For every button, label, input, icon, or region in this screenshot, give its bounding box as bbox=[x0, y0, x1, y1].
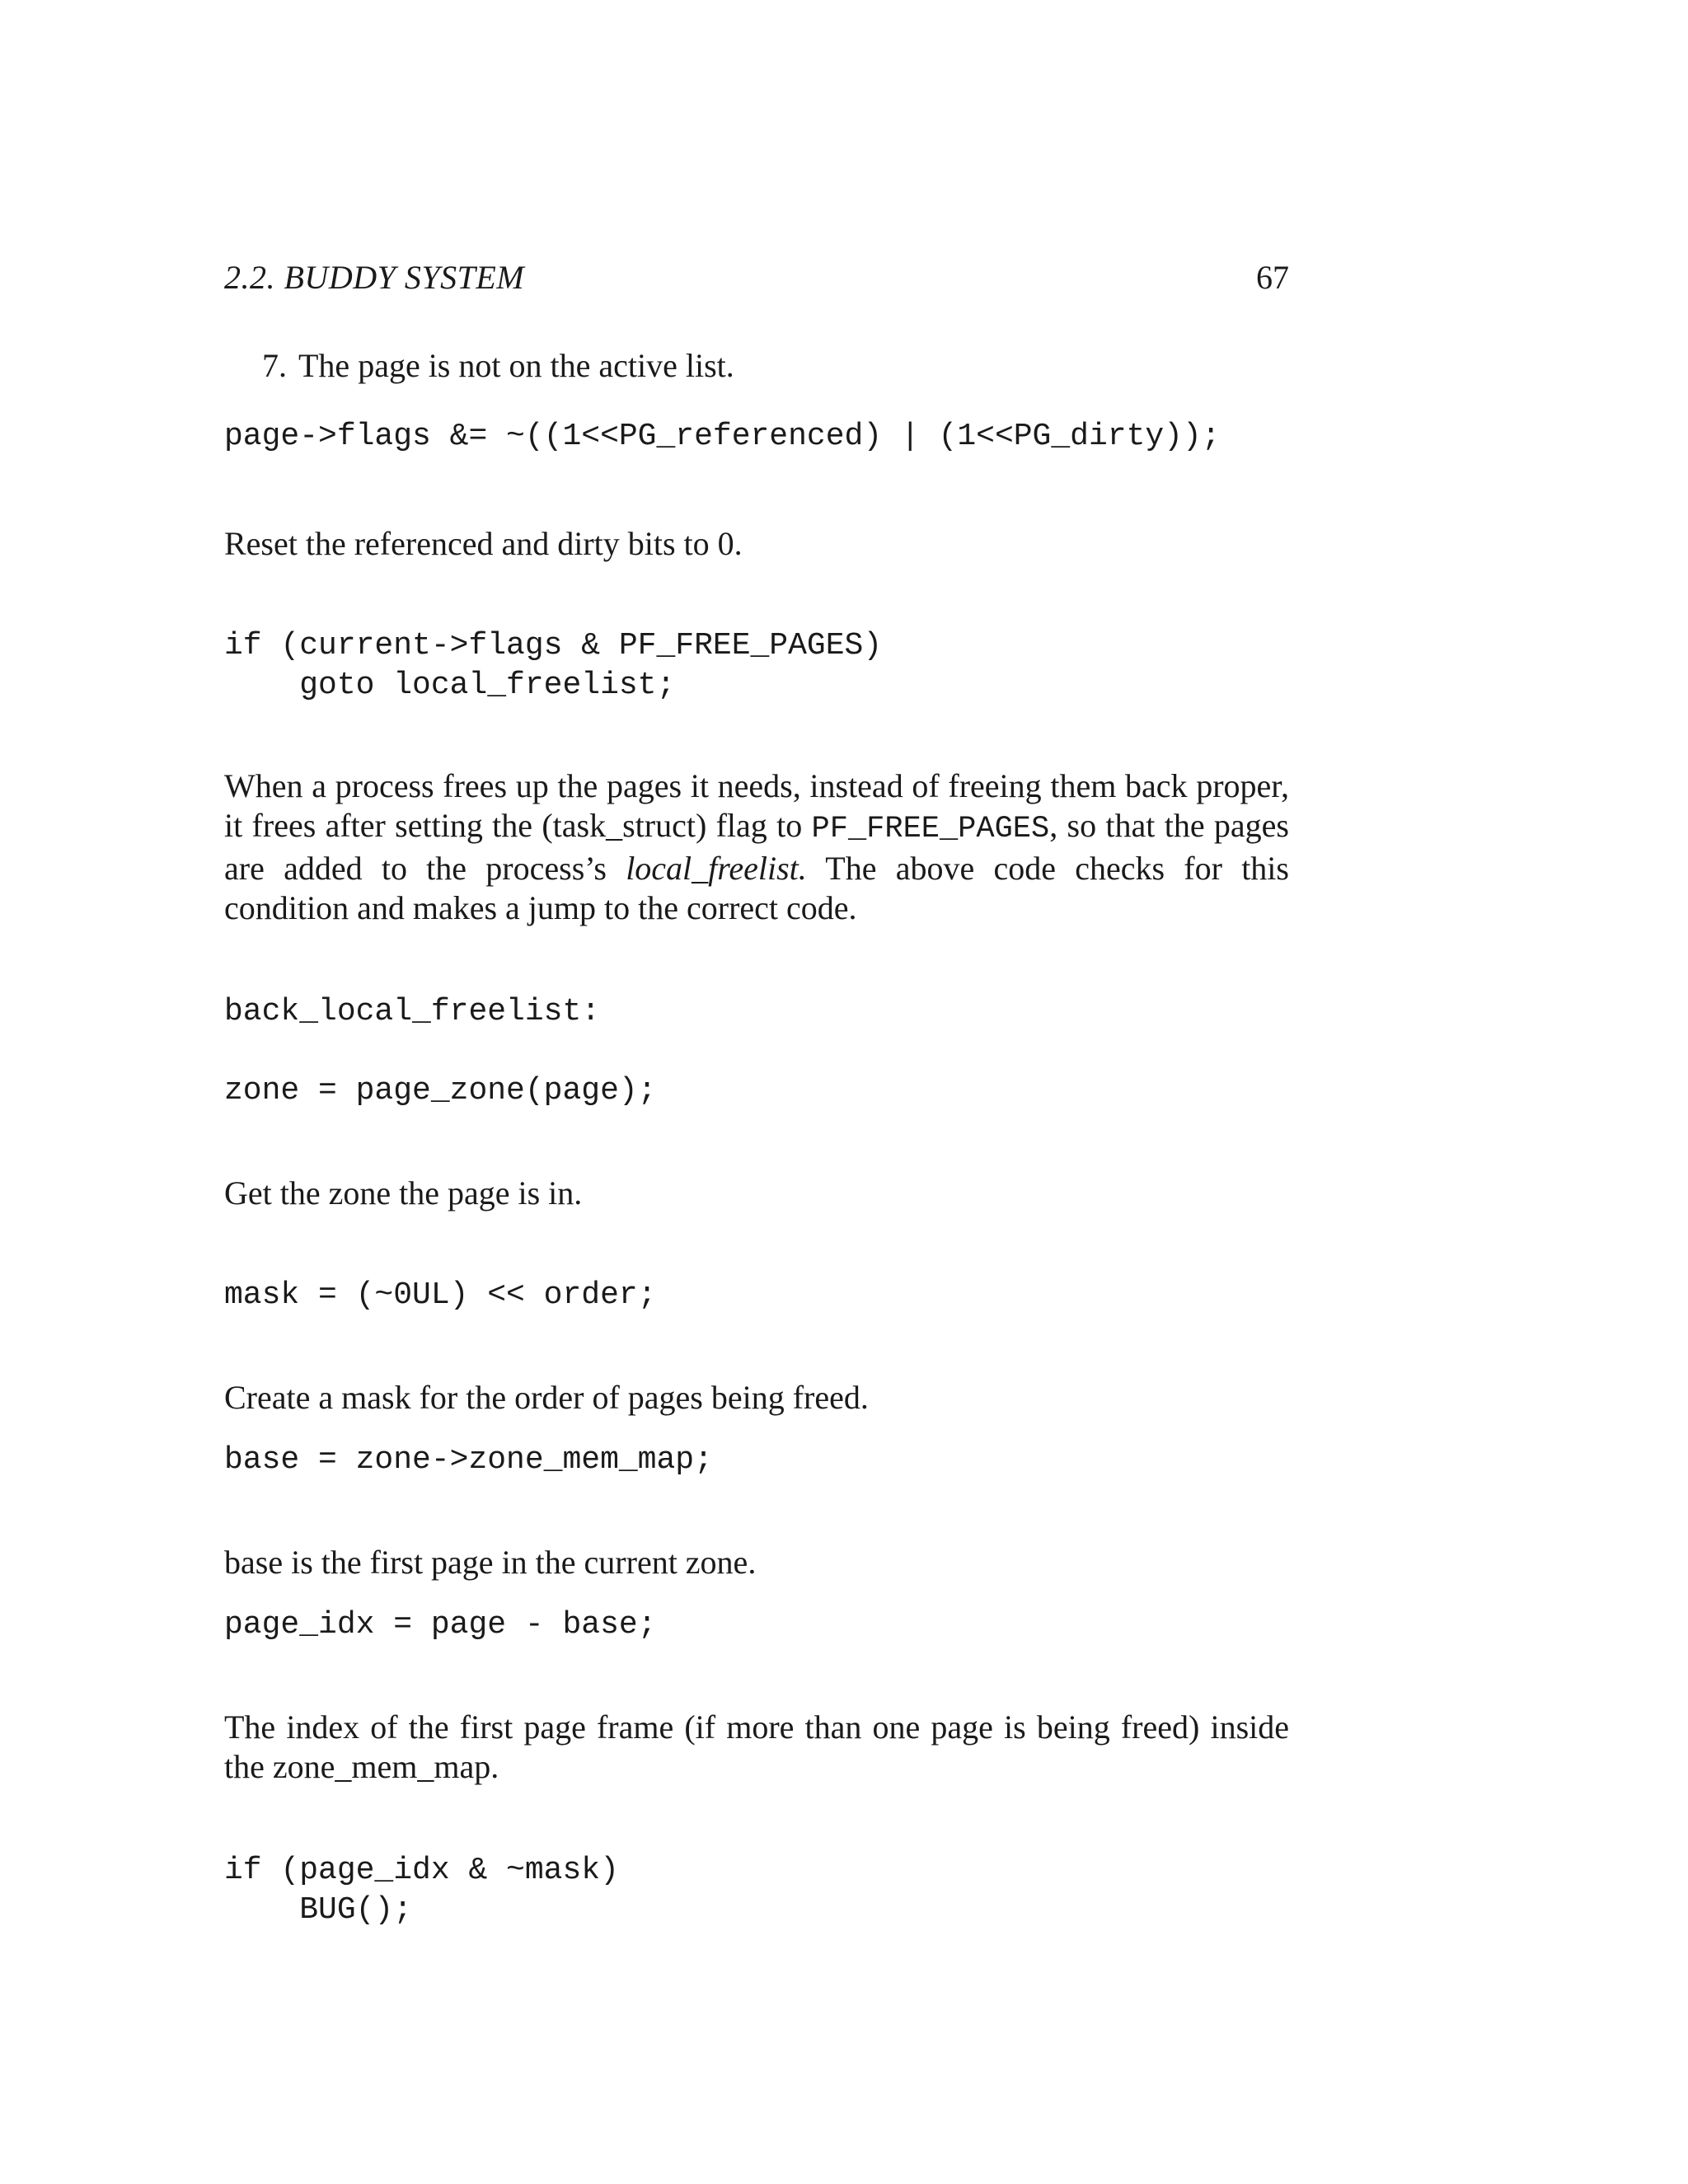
text-create-mask: Create a mask for the order of pages being freed. bbox=[224, 1379, 869, 1416]
list-item-7 bbox=[262, 346, 734, 386]
code-base: base = zone->zone_mem_map; bbox=[224, 1442, 713, 1478]
code-flags: page->flags &= ~((1<<PG_referenced) | (1<<PG_dirty)); bbox=[224, 419, 1221, 454]
section-title: 2.2. BUDDY SYSTEM bbox=[224, 259, 525, 296]
text-reset-bits: Reset the referenced and dirty bits to 0. bbox=[224, 525, 743, 562]
code-bug-check: if (page_idx & ~mask) BUG(); bbox=[224, 1853, 619, 1928]
code-mask: mask = (~0UL) << order; bbox=[224, 1277, 657, 1313]
paragraph-text-2: , so that the pages are added to the process’s bbox=[224, 807, 1289, 887]
text-page-index: The index of the first page frame (if more than one page is being freed) inside the zone_mem_map. bbox=[224, 1708, 1289, 1785]
code-free-pages-check: if (current->flags & PF_FREE_PAGES) goto local_freelist; bbox=[224, 628, 883, 703]
paragraph-text-1: When a process frees up the pages it needs, instead of freeing them back proper, it frees after setting the (task_struct) flag to bbox=[224, 767, 1289, 844]
code-label-back-local-freelist: back_local_freelist: bbox=[224, 994, 601, 1029]
code-zone: zone = page_zone(page); bbox=[224, 1073, 657, 1108]
paragraph-text-3: The above code checks for this condition and makes a jump to the correct code. bbox=[224, 850, 1289, 926]
flag-name: PF_FREE_PAGES bbox=[811, 812, 1050, 846]
page-number: 67 bbox=[1256, 259, 1289, 296]
text-base-first-page: base is the first page in the current zone. bbox=[224, 1544, 757, 1581]
freelist-name: local_freelist. bbox=[626, 850, 807, 887]
code-page-idx: page_idx = page - base; bbox=[224, 1607, 657, 1643]
paragraph-process-freelist bbox=[224, 766, 1289, 928]
list-item-number: 7. bbox=[262, 347, 287, 384]
text-get-zone: Get the zone the page is in. bbox=[224, 1174, 583, 1212]
running-header bbox=[224, 257, 1289, 298]
list-item-text: The page is not on the active list. bbox=[298, 347, 734, 384]
